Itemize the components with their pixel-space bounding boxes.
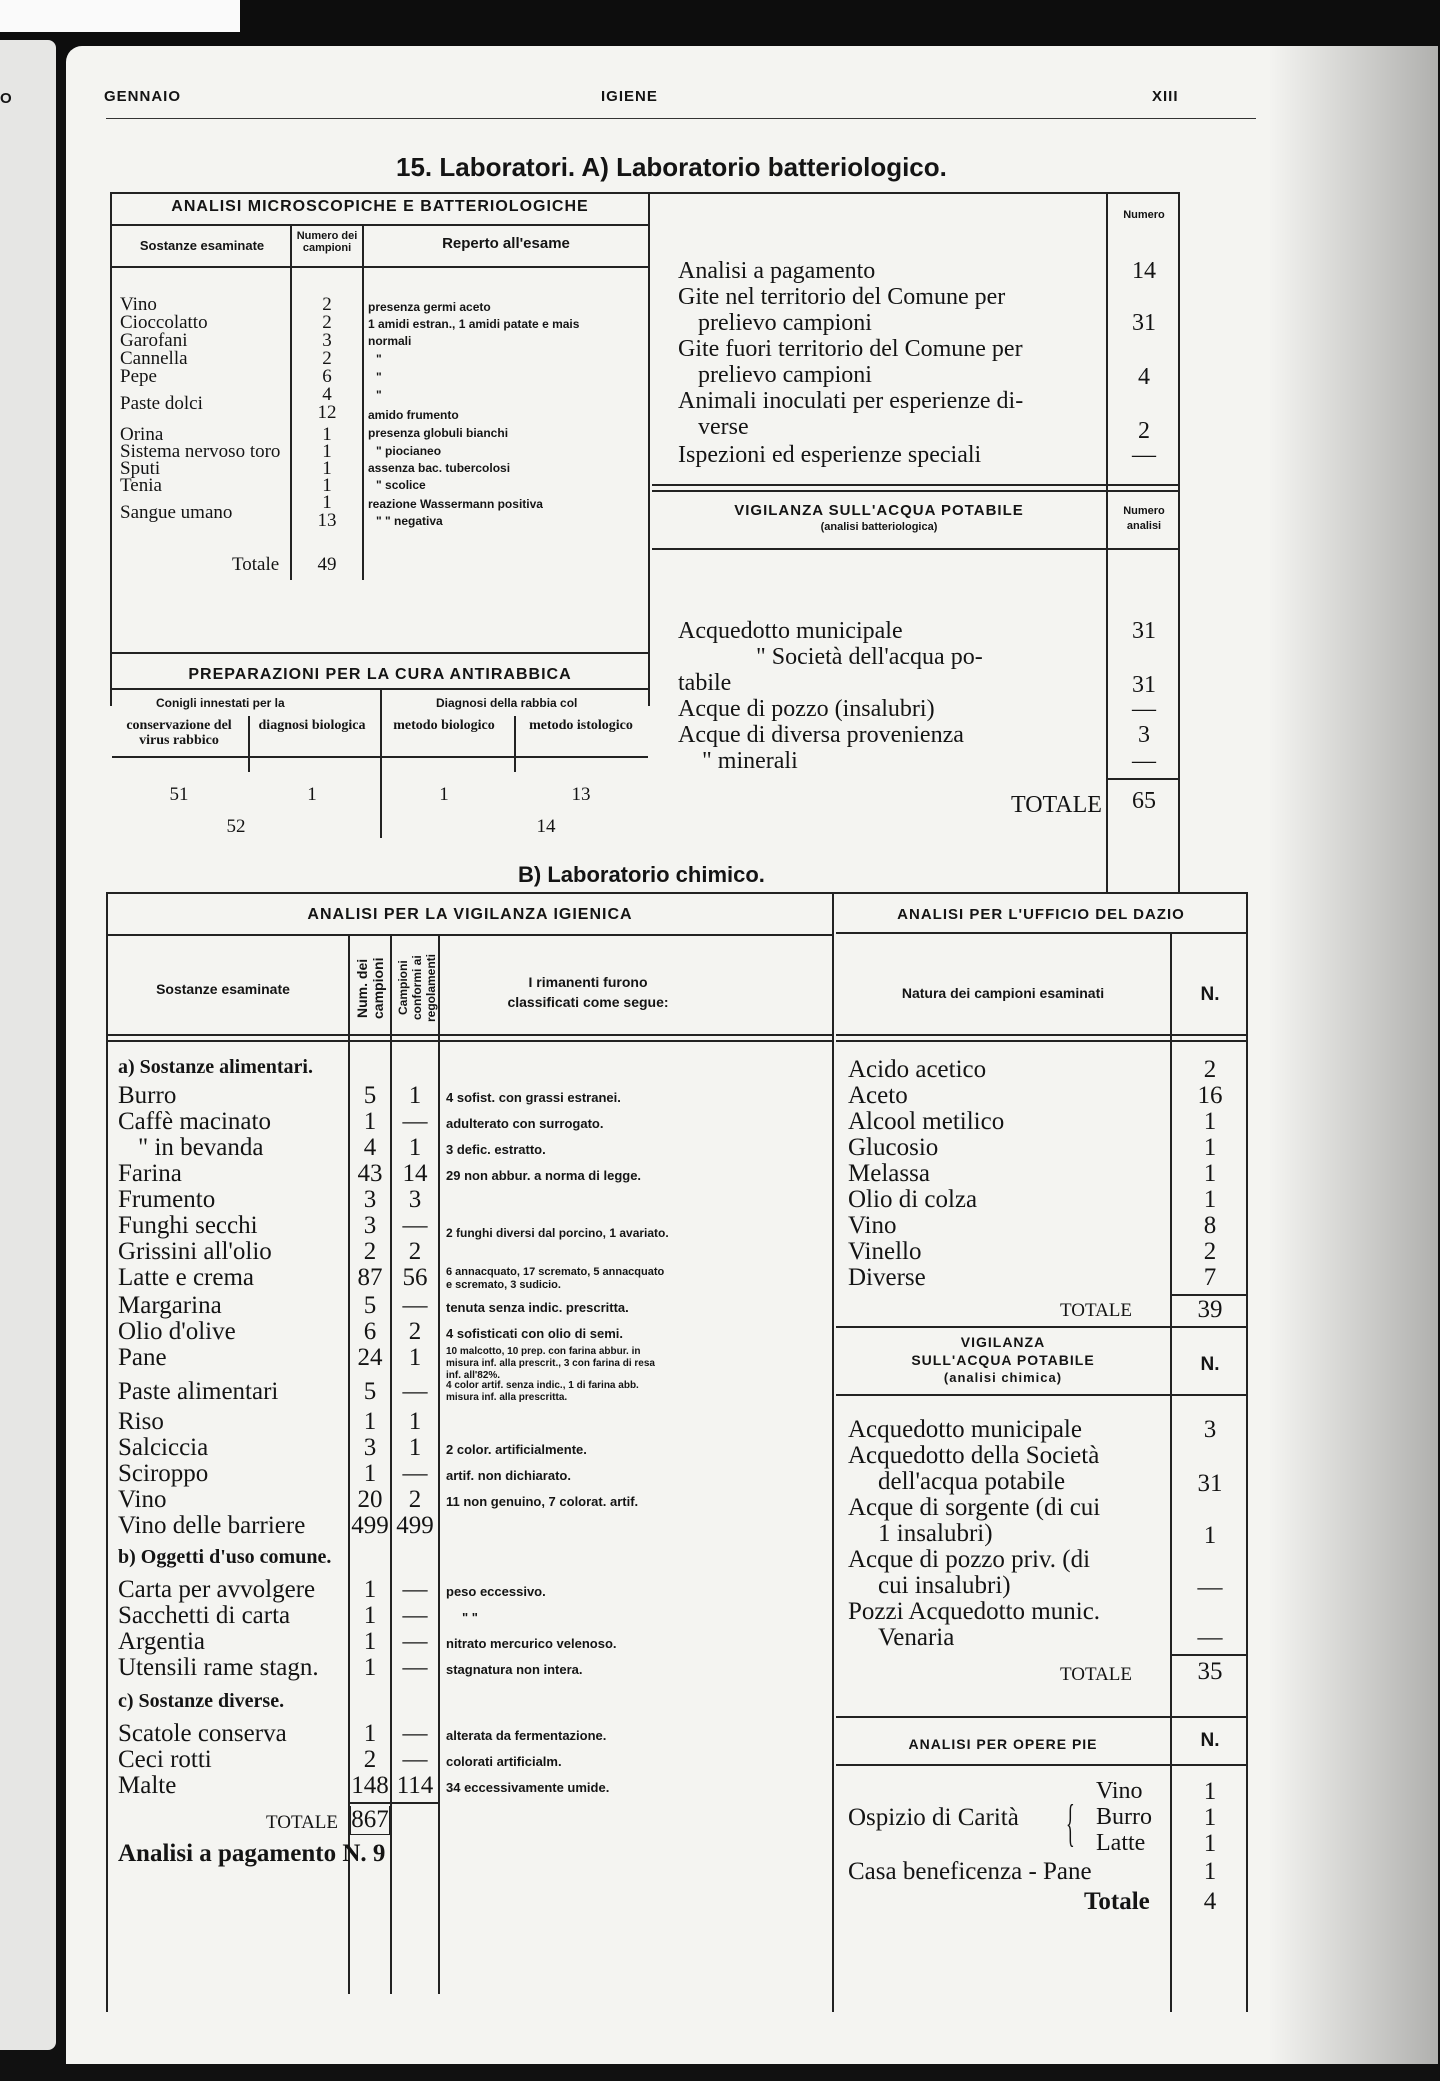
igienica-num: 1 bbox=[363, 1108, 377, 1135]
igienica-conf: 56 bbox=[402, 1264, 428, 1291]
antirabbica-sum: 52 bbox=[226, 816, 246, 837]
igienica-conf: 1 bbox=[408, 1082, 422, 1109]
antirabbica-caption: PREPARAZIONI PER LA CURA ANTIRABBICA bbox=[188, 666, 572, 683]
antirabbica-value: 1 bbox=[307, 784, 317, 805]
igienica-conf: 2 bbox=[408, 1318, 422, 1345]
acqua-chim-label: Acque di pozzo priv. (di bbox=[848, 1546, 1091, 1573]
pagamento-value: 31 bbox=[1132, 310, 1156, 336]
igienica-name: Scatole conserva bbox=[118, 1720, 287, 1747]
igienica-note: alterata da fermentazione. bbox=[446, 1728, 607, 1743]
section-b-title: B) Laboratorio chimico. bbox=[518, 862, 765, 887]
igienica-conf: — bbox=[402, 1378, 428, 1405]
igienica-num: 1 bbox=[363, 1460, 377, 1487]
micro-total-label: Totale bbox=[232, 554, 280, 575]
opere-pie-total-label: Totale bbox=[1084, 1888, 1150, 1915]
antirabbica-col: conservazione del virus rabbico bbox=[126, 718, 232, 748]
header-rule bbox=[106, 118, 1256, 119]
igienica-note: colorati artificialm. bbox=[446, 1754, 562, 1769]
micro-name: Tenia bbox=[120, 475, 162, 496]
igienica-name: Sciroppo bbox=[118, 1460, 209, 1487]
micro-result: " scolice bbox=[376, 478, 426, 492]
igienica-name: Caffè macinato bbox=[118, 1108, 271, 1135]
pagamento-label: Gite nel territorio del Comune per bbox=[678, 284, 1006, 310]
igienica-name: Ceci rotti bbox=[118, 1746, 212, 1773]
dazio-total-value: 39 bbox=[1197, 1296, 1223, 1323]
micro-result: normali bbox=[368, 334, 412, 348]
acqua-chim-label: 1 insalubri) bbox=[878, 1520, 993, 1547]
scan-paper-chip bbox=[0, 0, 240, 32]
pagamento-label: Gite fuori territorio del Comune per bbox=[678, 336, 1023, 362]
header-title: IGIENE bbox=[601, 88, 658, 105]
igienica-name: Riso bbox=[118, 1408, 164, 1435]
acqua-batt-value: — bbox=[1132, 696, 1156, 722]
igienica-num: 4 bbox=[363, 1134, 377, 1161]
igienica-num: 5 bbox=[363, 1082, 377, 1109]
micro-name: Sputi bbox=[120, 458, 161, 479]
igienica-num: 1 bbox=[363, 1576, 377, 1603]
igienica-note: " " bbox=[462, 1610, 478, 1625]
opere-pie-casa: Casa beneficenza - Pane bbox=[848, 1858, 1092, 1885]
dazio-n: 1 bbox=[1203, 1186, 1217, 1213]
document-page bbox=[66, 46, 1438, 2064]
dazio-name: Alcool metilico bbox=[848, 1108, 1005, 1135]
igienica-num: 1 bbox=[363, 1654, 377, 1681]
igienica-conf: — bbox=[402, 1576, 428, 1603]
igienica-note: 4 color artif. senza indic., 1 di farina abb. misura inf. alla prescritta. bbox=[446, 1380, 639, 1403]
dazio-caption: ANALISI PER L'UFFICIO DEL DAZIO bbox=[897, 906, 1185, 923]
antirabbica-sum: 14 bbox=[536, 816, 556, 837]
acqua-batt-label: " Società dell'acqua po- bbox=[756, 644, 983, 670]
igienica-name: Margarina bbox=[118, 1292, 222, 1319]
igienica-note: 10 malcotto, 10 prep. con farina abbur. in misura inf. alla prescrit., 3 con farina di resa inf. all'82%. bbox=[446, 1346, 655, 1381]
micro-count: 1 bbox=[322, 441, 332, 462]
antirabbica-right-head: Diagnosi della rabbia col bbox=[436, 696, 578, 710]
igienica-name: Argentia bbox=[118, 1628, 206, 1655]
acqua-chim-caption2: SULL'ACQUA POTABILE bbox=[911, 1352, 1095, 1368]
pagamento-label: Ispezioni ed esperienze speciali bbox=[678, 442, 982, 468]
acqua-chim-label: Venaria bbox=[878, 1624, 955, 1651]
dazio-col-nature: Natura dei campioni esaminati bbox=[901, 985, 1105, 1001]
acqua-batt-value: — bbox=[1132, 748, 1156, 774]
micro-count: 12 bbox=[317, 402, 337, 423]
igienica-name: Sacchetti di carta bbox=[118, 1602, 291, 1629]
acqua-batt-total-value: 65 bbox=[1132, 788, 1156, 814]
antirabbica-col: metodo istologico bbox=[529, 718, 633, 733]
igienica-conf: 2 bbox=[408, 1238, 422, 1265]
igienica-num: 499 bbox=[351, 1512, 389, 1539]
igienica-name: Frumento bbox=[118, 1186, 216, 1213]
acqua-chim-n: 1 bbox=[1203, 1522, 1217, 1549]
igienica-conf: 14 bbox=[402, 1160, 428, 1187]
igienica-note: 11 non genuino, 7 colorat. artif. bbox=[446, 1494, 639, 1509]
opere-pie-col-n: N. bbox=[1200, 1730, 1220, 1751]
opere-pie-n: 1 bbox=[1203, 1830, 1217, 1857]
dazio-name: Acido acetico bbox=[848, 1056, 987, 1083]
igienica-group-a: a) Sostanze alimentari. bbox=[118, 1056, 313, 1078]
igienica-num: 5 bbox=[363, 1292, 377, 1319]
igienica-conf: — bbox=[402, 1212, 428, 1239]
dazio-n: 16 bbox=[1197, 1082, 1223, 1109]
micro-caption: ANALISI MICROSCOPICHE E BATTERIOLOGICHE bbox=[171, 198, 589, 215]
igienica-conf: — bbox=[402, 1292, 428, 1319]
igienica-name: Latte e crema bbox=[118, 1264, 255, 1291]
left-page-edge bbox=[0, 40, 56, 2050]
igienica-name: Pane bbox=[118, 1344, 167, 1371]
acqua-chim-caption1: VIGILANZA bbox=[960, 1334, 1046, 1350]
pagamento-value: 2 bbox=[1138, 418, 1150, 444]
igienica-num: 24 bbox=[357, 1344, 383, 1371]
dazio-n: 1 bbox=[1203, 1134, 1217, 1161]
micro-count: 1 bbox=[322, 424, 332, 445]
dazio-n: 1 bbox=[1203, 1160, 1217, 1187]
micro-col-substance: Sostanze esaminate bbox=[139, 238, 265, 253]
dazio-n: 8 bbox=[1203, 1212, 1217, 1239]
igienica-col-conf: Campioni conformi ai regolamenti bbox=[396, 954, 438, 1023]
acqua-batt-label: Acque di pozzo (insalubri) bbox=[678, 696, 935, 722]
micro-count: 6 bbox=[322, 366, 332, 387]
igienica-conf: — bbox=[402, 1460, 428, 1487]
micro-count: 2 bbox=[322, 312, 332, 333]
micro-result: amido frumento bbox=[368, 408, 459, 422]
igienica-num: 2 bbox=[363, 1746, 377, 1773]
antirabbica-left-head: Conigli innestati per la bbox=[156, 696, 285, 710]
igienica-conf: 2 bbox=[408, 1486, 422, 1513]
igienica-name: Utensili rame stagn. bbox=[118, 1654, 319, 1681]
igienica-name: Olio d'olive bbox=[118, 1318, 236, 1345]
opere-pie-n: 1 bbox=[1203, 1778, 1217, 1805]
igienica-name: Vino bbox=[118, 1486, 167, 1513]
igienica-note: 2 color. artificialmente. bbox=[446, 1442, 587, 1457]
acqua-chim-total-label: TOTALE bbox=[1060, 1664, 1133, 1685]
igienica-conf: 114 bbox=[396, 1772, 434, 1799]
igienica-conf: 3 bbox=[408, 1186, 422, 1213]
acqua-chim-label: cui insalubri) bbox=[878, 1572, 1011, 1599]
igienica-num: 1 bbox=[363, 1408, 377, 1435]
igienica-conf: 1 bbox=[408, 1344, 422, 1371]
micro-name: Vino bbox=[120, 294, 157, 315]
igienica-conf: 1 bbox=[408, 1434, 422, 1461]
igienica-name: Malte bbox=[118, 1772, 177, 1799]
acqua-batt-label: tabile bbox=[678, 670, 732, 696]
micro-result: " bbox=[376, 352, 382, 366]
igienica-name: " in bevanda bbox=[138, 1134, 264, 1161]
acqua-batt-value: 3 bbox=[1138, 722, 1150, 748]
micro-col-number: Numero dei campioni bbox=[296, 230, 358, 254]
igienica-num: 2 bbox=[363, 1238, 377, 1265]
pagamento-label: Analisi a pagamento bbox=[678, 258, 876, 284]
micro-count: 1 bbox=[322, 492, 332, 513]
acqua-chim-col-n: N. bbox=[1200, 1354, 1220, 1375]
igienica-num: 5 bbox=[363, 1378, 377, 1405]
igienica-note: artif. non dichiarato. bbox=[446, 1468, 571, 1483]
dazio-name: Diverse bbox=[848, 1264, 926, 1291]
igienica-note: tenuta senza indic. prescritta. bbox=[446, 1300, 629, 1315]
igienica-num: 148 bbox=[351, 1772, 389, 1799]
dazio-name: Aceto bbox=[848, 1082, 908, 1109]
dazio-n: 2 bbox=[1203, 1238, 1217, 1265]
pagamento-col-number: Numero bbox=[1123, 209, 1165, 221]
igienica-note: nitrato mercurico velenoso. bbox=[446, 1636, 617, 1651]
igienica-note: adulterato con surrogato. bbox=[446, 1116, 604, 1131]
micro-result: " " negativa bbox=[376, 514, 443, 528]
micro-name: Orina bbox=[120, 424, 164, 445]
opere-pie-item: Burro bbox=[1096, 1804, 1152, 1830]
igienica-note: peso eccessivo. bbox=[446, 1584, 546, 1599]
section-title bbox=[396, 152, 947, 183]
antirabbica-value: 51 bbox=[169, 784, 189, 805]
acqua-batt-label: Acquedotto municipale bbox=[678, 618, 903, 644]
igienica-num: 87 bbox=[357, 1264, 383, 1291]
micro-result: 1 amidi estran., 1 amidi patate e mais bbox=[368, 317, 580, 331]
igienica-col-rest: I rimanenti furono classificati come segue: bbox=[507, 974, 669, 1010]
pagamento-label: prelievo campioni bbox=[698, 310, 872, 336]
micro-result: " bbox=[376, 370, 382, 384]
igienica-num: 3 bbox=[363, 1212, 377, 1239]
igienica-total-label: TOTALE bbox=[266, 1812, 339, 1833]
igienica-col-num: Num. dei campioni bbox=[354, 957, 386, 1019]
pagamento-label: prelievo campioni bbox=[698, 362, 872, 388]
pagamento-label: Animali inoculati per esperienze di- bbox=[678, 388, 1024, 414]
acqua-batt-col-number: Numero analisi bbox=[1123, 505, 1165, 532]
micro-count: 1 bbox=[322, 458, 332, 479]
pagamento-value: 14 bbox=[1132, 258, 1156, 284]
dazio-n: 7 bbox=[1203, 1264, 1217, 1291]
dazio-col-n: N. bbox=[1200, 984, 1220, 1005]
acqua-chim-total-value: 35 bbox=[1197, 1658, 1223, 1685]
micro-name: Cioccolatto bbox=[120, 312, 208, 333]
micro-result: assenza bac. tubercolosi bbox=[368, 461, 511, 475]
acqua-batt-value: 31 bbox=[1132, 618, 1156, 644]
igienica-group-c: c) Sostanze diverse. bbox=[118, 1690, 285, 1712]
acqua-chim-label: Pozzi Acquedotto munic. bbox=[848, 1598, 1101, 1625]
opere-pie-item: Latte bbox=[1096, 1830, 1146, 1856]
igienica-note: 2 funghi diversi dal porcino, 1 avariato. bbox=[446, 1226, 669, 1240]
igienica-note: 4 sofist. con grassi estranei. bbox=[446, 1090, 621, 1105]
dazio-name: Glucosio bbox=[848, 1134, 939, 1161]
opere-pie-caption: ANALISI PER OPERE PIE bbox=[908, 1736, 1098, 1752]
igienica-caption: ANALISI PER LA VIGILANZA IGIENICA bbox=[307, 906, 633, 923]
section-number-title: 15. Laboratori. bbox=[396, 152, 576, 182]
micro-name: Paste dolci bbox=[120, 393, 203, 414]
micro-name: Sangue umano bbox=[120, 502, 233, 523]
dazio-n: 1 bbox=[1203, 1108, 1217, 1135]
section-subtitle: A) Laboratorio batteriologico. bbox=[581, 152, 947, 182]
igienica-note: 34 eccessivamente umide. bbox=[446, 1780, 610, 1795]
micro-result: " piocianeo bbox=[376, 444, 442, 458]
acqua-chim-label: Acquedotto municipale bbox=[848, 1416, 1082, 1443]
acqua-batt-value: 31 bbox=[1132, 672, 1156, 698]
dazio-n: 2 bbox=[1203, 1056, 1217, 1083]
igienica-num: 20 bbox=[357, 1486, 383, 1513]
igienica-conf: — bbox=[402, 1602, 428, 1629]
micro-name: Cannella bbox=[120, 348, 188, 369]
igienica-name: Carta per avvolgere bbox=[118, 1576, 316, 1603]
micro-name: Pepe bbox=[120, 366, 157, 387]
micro-count: 1 bbox=[322, 475, 332, 496]
acqua-batt-label: Acque di diversa provenienza bbox=[678, 722, 964, 748]
acqua-chim-caption3: (analisi chimica) bbox=[943, 1370, 1063, 1385]
opere-pie-brace: { bbox=[1066, 1795, 1075, 1852]
igienica-note: 29 non abbur. a norma di legge. bbox=[446, 1168, 642, 1183]
acqua-batt-subcaption: (analisi batteriologica) bbox=[820, 521, 938, 533]
antirabbica-value: 13 bbox=[571, 784, 591, 805]
dazio-name: Vinello bbox=[848, 1238, 922, 1265]
acqua-batt-total-label: TOTALE bbox=[1011, 792, 1102, 818]
igienica-conf: — bbox=[402, 1654, 428, 1681]
micro-count: 4 bbox=[322, 384, 332, 405]
acqua-chim-n: — bbox=[1197, 1624, 1223, 1651]
igienica-num: 1 bbox=[363, 1628, 377, 1655]
igienica-conf: 1 bbox=[408, 1408, 422, 1435]
micro-total-value: 49 bbox=[317, 554, 337, 575]
micro-count: 3 bbox=[322, 330, 332, 351]
igienica-note: stagnatura non intera. bbox=[446, 1662, 583, 1677]
igienica-name: Vino delle barriere bbox=[118, 1512, 306, 1539]
dazio-total-label: TOTALE bbox=[1060, 1300, 1133, 1321]
igienica-conf: 1 bbox=[408, 1134, 422, 1161]
igienica-num: 3 bbox=[363, 1186, 377, 1213]
igienica-conf: 499 bbox=[396, 1512, 434, 1539]
micro-col-result: Reperto all'esame bbox=[442, 235, 570, 252]
micro-count: 2 bbox=[322, 294, 332, 315]
igienica-note: 3 defic. estratto. bbox=[446, 1142, 546, 1157]
igienica-num: 43 bbox=[357, 1160, 383, 1187]
micro-result: presenza globuli bianchi bbox=[368, 426, 509, 440]
acqua-chim-n: — bbox=[1197, 1574, 1223, 1601]
igienica-footer: Analisi a pagamento N. 9 bbox=[118, 1840, 386, 1867]
antirabbica-col: metodo biologico bbox=[393, 718, 495, 733]
dazio-name: Olio di colza bbox=[848, 1186, 978, 1213]
igienica-group-b: b) Oggetti d'uso comune. bbox=[118, 1546, 332, 1568]
acqua-chim-label: dell'acqua potabile bbox=[878, 1468, 1066, 1495]
acqua-batt-caption: VIGILANZA SULL'ACQUA POTABILE bbox=[734, 502, 1024, 519]
igienica-note: 6 annacquato, 17 scremato, 5 annacquato e scremato, 3 sudicio. bbox=[446, 1266, 665, 1291]
igienica-note: 4 sofisticati con olio di semi. bbox=[446, 1326, 623, 1341]
antirabbica-col: diagnosi biologica bbox=[258, 718, 366, 733]
acqua-chim-n: 31 bbox=[1197, 1470, 1223, 1497]
header-month: GENNAIO bbox=[104, 88, 182, 105]
igienica-col-substance: Sostanze esaminate bbox=[156, 981, 290, 997]
igienica-name: Paste alimentari bbox=[118, 1378, 279, 1405]
opere-pie-total-value: 4 bbox=[1203, 1888, 1217, 1915]
header-page-number: XIII bbox=[1152, 88, 1179, 105]
acqua-batt-label: " minerali bbox=[702, 748, 798, 774]
igienica-name: Farina bbox=[118, 1160, 182, 1187]
left-page-text: O bbox=[0, 90, 12, 107]
igienica-name: Grissini all'olio bbox=[118, 1238, 272, 1265]
pagamento-value: — bbox=[1132, 442, 1156, 468]
opere-pie-casa-n: 1 bbox=[1203, 1858, 1217, 1885]
opere-pie-n: 1 bbox=[1203, 1804, 1217, 1831]
acqua-chim-label: Acquedotto della Società bbox=[848, 1442, 1100, 1469]
micro-result: reazione Wassermann positiva bbox=[368, 497, 543, 511]
pagamento-value: 4 bbox=[1138, 364, 1150, 390]
dazio-name: Vino bbox=[848, 1212, 897, 1239]
micro-count: 2 bbox=[322, 348, 332, 369]
acqua-chim-label: Acque di sorgente (di cui bbox=[848, 1494, 1101, 1521]
micro-result: " bbox=[376, 388, 382, 402]
igienica-conf: — bbox=[402, 1628, 428, 1655]
igienica-num: 3 bbox=[363, 1434, 377, 1461]
igienica-num: 6 bbox=[363, 1318, 377, 1345]
acqua-chim-n: 3 bbox=[1203, 1416, 1217, 1443]
dazio-name: Melassa bbox=[848, 1160, 930, 1187]
micro-name: Garofani bbox=[120, 330, 188, 351]
antirabbica-value: 1 bbox=[439, 784, 449, 805]
micro-count: 13 bbox=[317, 510, 337, 531]
igienica-num: 1 bbox=[363, 1720, 377, 1747]
igienica-name: Funghi secchi bbox=[118, 1212, 258, 1239]
opere-pie-group: Ospizio di Carità bbox=[848, 1804, 1019, 1831]
igienica-name: Salciccia bbox=[118, 1434, 209, 1461]
igienica-conf: — bbox=[402, 1746, 428, 1773]
igienica-conf: — bbox=[402, 1720, 428, 1747]
opere-pie-item: Vino bbox=[1096, 1778, 1143, 1804]
igienica-name: Burro bbox=[118, 1082, 177, 1109]
igienica-total-value: 867 bbox=[351, 1806, 389, 1833]
micro-result: presenza germi aceto bbox=[368, 300, 491, 314]
igienica-conf: — bbox=[402, 1108, 428, 1135]
micro-name: Sistema nervoso toro bbox=[120, 441, 281, 462]
pagamento-label: verse bbox=[698, 414, 749, 440]
igienica-num: 1 bbox=[363, 1602, 377, 1629]
